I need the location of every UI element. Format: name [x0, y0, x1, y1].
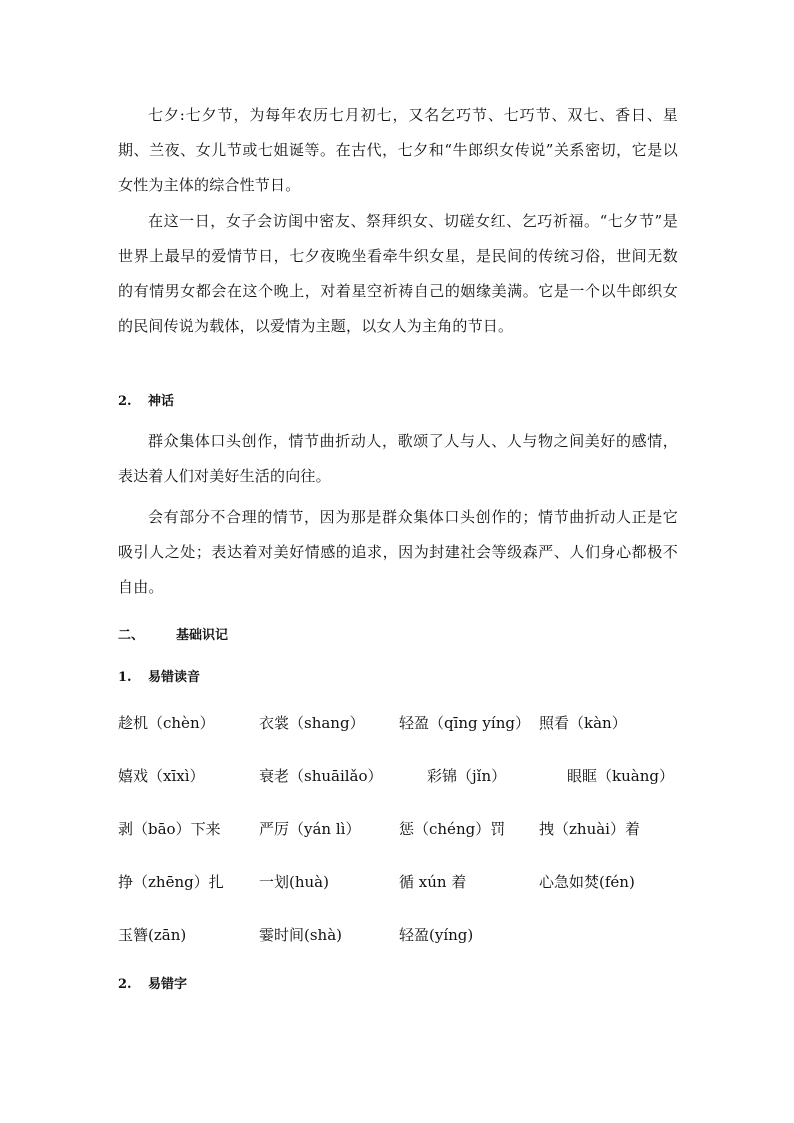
section-basic-heading — [118, 624, 228, 643]
vocab-item: 嬉戏（xīxì） — [118, 767, 205, 785]
vocab-item: 挣（zhēng）扎 — [118, 873, 224, 891]
vocab-item: 轻盈(yíng) — [399, 926, 474, 944]
vocab-row — [118, 924, 688, 948]
vocab-item: 霎时间(shà) — [259, 926, 343, 944]
myth-heading-number: 2. — [118, 394, 132, 409]
myth-analysis-paragraph: 会有部分不合理的情节，因为那是群众集体口头创作的；情节曲折动人正是它吸引人之处；表达着对美好情感的追求，因为封建社会等级森严、人们身心都极不自由。 — [118, 508, 678, 596]
pronunciation-heading — [118, 666, 200, 685]
vocab-row — [118, 871, 688, 895]
pronunciation-heading-label: 易错读音 — [148, 670, 201, 685]
vocab-item: 一划(huà) — [259, 873, 329, 891]
myth-heading — [118, 390, 174, 409]
vocab-item: 照看（kàn） — [539, 714, 627, 732]
vocab-item: 衣裳（shang） — [259, 714, 365, 732]
vocab-item: 心急如焚(fén) — [539, 873, 635, 891]
characters-heading — [118, 973, 187, 992]
myth-heading-label: 神话 — [148, 394, 175, 409]
vocab-item: 惩（chéng）罚 — [399, 820, 506, 838]
qixi-customs-paragraph: 在这一日，女子会访闺中密友、祭拜织女、切磋女红、乞巧祈福。“七夕节”是世界上最早的爱情节日，七夕夜晚坐看牵牛织女星，是民间的传统习俗，世间无数的有情男女都会在这个晚上，对着星空祈祷自己的姻缘美满。它是一个以牛郎织女的民间传说为载体，以爱情为主题，以女人为主角的节日。 — [118, 212, 678, 335]
vocab-item: 彩锦（jǐn） — [427, 767, 507, 785]
vocab-item: 循 xún 着 — [399, 873, 467, 891]
qixi-intro-paragraph: 七夕:七夕节，为每年农历七月初七，又名乞巧节、七巧节、双七、香日、星期、兰夜、女儿节或七姐诞等。在古代，七夕和“牛郎织女传说”关系密切，它是以女性为主体的综合性节日。 — [118, 106, 678, 194]
section-basic-label: 基础识记 — [176, 628, 229, 643]
characters-heading-number: 2. — [118, 977, 132, 992]
vocab-row — [118, 765, 688, 789]
characters-heading-label: 易错字 — [148, 977, 188, 992]
vocab-item: 趁机（chèn） — [118, 714, 215, 732]
vocab-item: 轻盈（qīng yíng） — [399, 714, 530, 732]
myth-features-paragraph: 群众集体口头创作，情节曲折动人，歌颂了人与人、人与物之间美好的感情，表达着人们对美好生活的向往。 — [118, 432, 678, 485]
vocab-item: 玉簪(zān) — [118, 926, 187, 944]
vocab-item: 严厉（yán lì） — [259, 820, 361, 838]
pronunciation-heading-number: 1. — [118, 670, 132, 685]
vocab-item: 眼眶（kuàng） — [567, 767, 674, 785]
vocab-item: 衰老（shuāilǎo） — [259, 767, 383, 785]
vocab-row — [118, 818, 688, 842]
section-basic-number: 二、 — [118, 628, 145, 643]
vocab-item: 拽（zhuài）着 — [539, 820, 640, 838]
vocab-item: 剥（bāo）下来 — [118, 820, 221, 838]
vocab-row — [118, 712, 688, 736]
